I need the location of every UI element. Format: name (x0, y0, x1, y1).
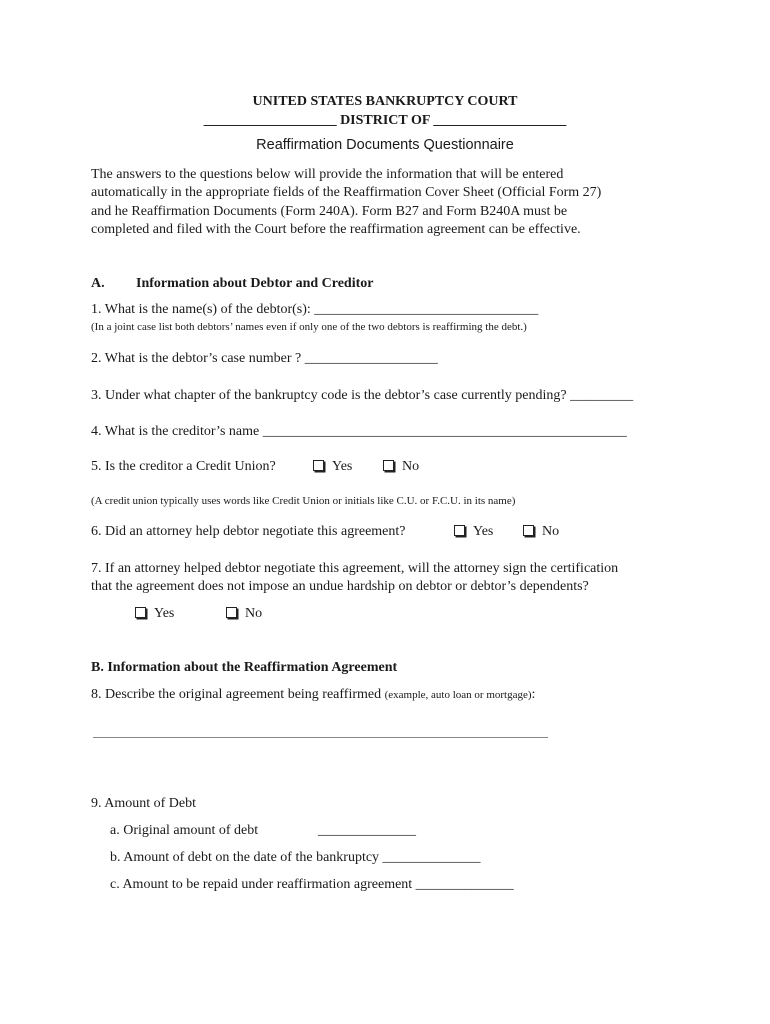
form-title: Reaffirmation Documents Questionnaire (256, 137, 514, 153)
attorney-certification-yes-label: Yes (154, 606, 175, 621)
intro-line-2: automatically in the appropriate fields of the Reaffirmation Cover Sheet (Official Form 27) (91, 185, 602, 200)
checkbox-icon[interactable] (135, 607, 146, 618)
original-agreement-question (91, 687, 535, 703)
intro-line-1: The answers to the questions below will provide the information that will be entered (91, 167, 564, 182)
attorney-certification-line-2: that the agreement does not impose an undue hardship on debtor or debtor’s dependents? (91, 579, 589, 594)
section-a-title: Information about Debtor and Creditor (136, 276, 374, 291)
joint-case-note: (In a joint case list both debtors’ names even if only one of the two debtors is reaffirming the debt.) (91, 321, 527, 333)
credit-union-question: 5. Is the creditor a Credit Union? (91, 459, 276, 474)
original-agreement-text: 8. Describe the original agreement being reaffirmed (91, 687, 385, 702)
checkbox-icon[interactable] (523, 525, 534, 536)
attorney-certification-no-label: No (245, 606, 263, 621)
original-amount-field[interactable]: ______________ (318, 823, 416, 838)
original-agreement-colon: : (531, 687, 536, 702)
debtor-name-field[interactable]: 1. What is the name(s) of the debtor(s): ________________________________ (91, 302, 539, 317)
attorney-help-no-option[interactable] (523, 524, 559, 540)
attorney-certification-yes-option[interactable] (135, 606, 174, 622)
checkbox-icon[interactable] (383, 460, 394, 471)
credit-union-no-label: No (402, 459, 420, 474)
section-a-letter: A. (91, 276, 105, 291)
section-b-title: B. Information about the Reaffirmation Agreement (91, 660, 398, 675)
intro-line-4: completed and filed with the Court before the reaffirmation agreement can be effective. (91, 222, 581, 237)
amount-of-debt-title: 9. Amount of Debt (91, 796, 196, 811)
original-agreement-field[interactable] (93, 737, 548, 738)
amount-to-repay-field[interactable]: c. Amount to be repaid under reaffirmation agreement ______________ (110, 877, 514, 892)
original-amount-label: a. Original amount of debt (110, 823, 259, 838)
creditor-name-field[interactable]: 4. What is the creditor’s name ____________________________________________________ (91, 424, 627, 439)
attorney-help-yes-label: Yes (473, 524, 494, 539)
chapter-field[interactable]: 3. Under what chapter of the bankruptcy code is the debtor’s case currently pending? _________ (91, 388, 634, 403)
attorney-help-yes-option[interactable] (454, 524, 493, 540)
checkbox-icon[interactable] (313, 460, 324, 471)
credit-union-yes-option[interactable] (313, 459, 352, 475)
credit-union-note: (A credit union typically uses words like Credit Union or initials like C.U. or F.C.U. in its name) (91, 495, 516, 507)
original-agreement-hint: (example, auto loan or mortgage) (384, 689, 532, 701)
debt-at-bankruptcy-field[interactable]: b. Amount of debt on the date of the bankruptcy ______________ (110, 850, 481, 865)
attorney-help-question: 6. Did an attorney help debtor negotiate this agreement? (91, 524, 406, 539)
district-line[interactable]: ___________________ DISTRICT OF ___________________ (203, 113, 567, 128)
case-number-field[interactable]: 2. What is the debtor’s case number ? ___________________ (91, 351, 438, 366)
attorney-help-no-label: No (542, 524, 560, 539)
court-title: UNITED STATES BANKRUPTCY COURT (252, 94, 518, 109)
attorney-certification-no-option[interactable] (226, 606, 262, 622)
credit-union-no-option[interactable] (383, 459, 419, 475)
intro-line-3: and he Reaffirmation Documents (Form 240A). Form B27 and Form B240A must be (91, 204, 568, 219)
checkbox-icon[interactable] (454, 525, 465, 536)
credit-union-yes-label: Yes (332, 459, 353, 474)
attorney-certification-line-1: 7. If an attorney helped debtor negotiate this agreement, will the attorney sign the certification (91, 561, 619, 576)
checkbox-icon[interactable] (226, 607, 237, 618)
